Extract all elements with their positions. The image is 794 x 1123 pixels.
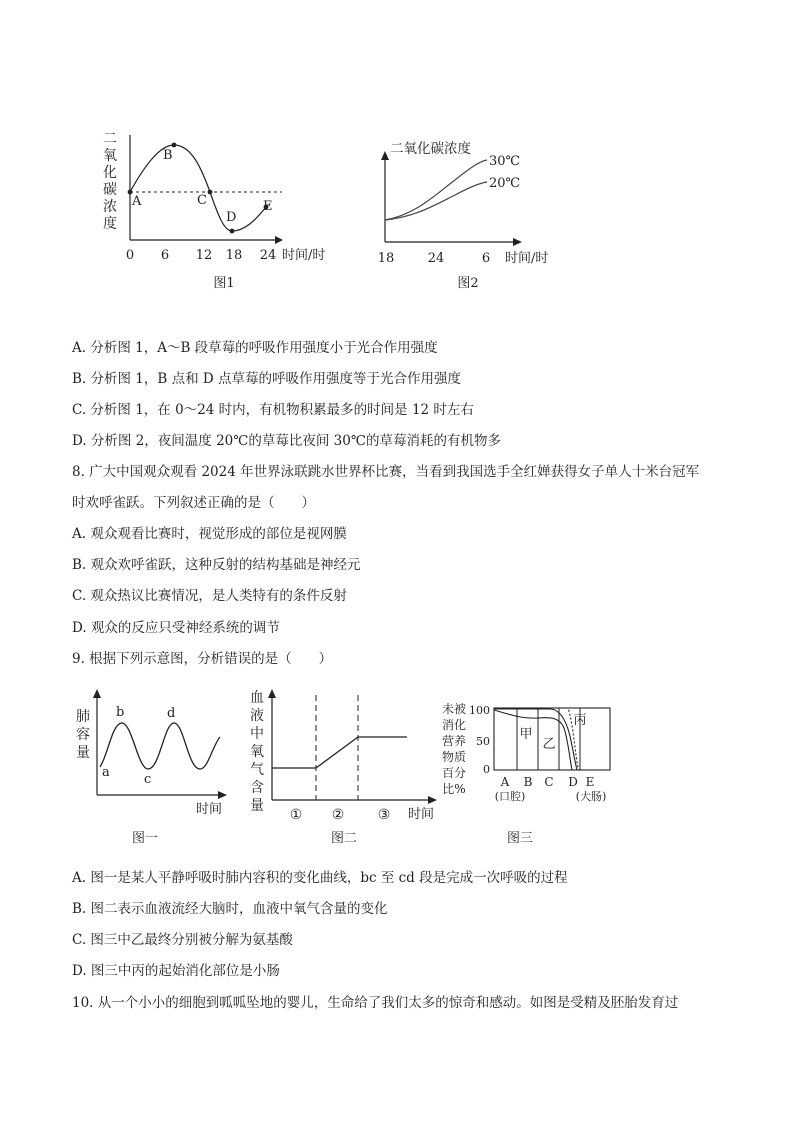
q9-fig3-x-sub-left: (口腔) [494,790,526,803]
q9-fig2-curve [272,737,407,768]
q10-stem: 10. 从一个小小的细胞到呱呱坠地的婴儿，生命给了我们太多的惊奇和感动。如图是受精及胚胎发育过 [72,995,679,1011]
q9-figure-2 [242,685,447,850]
q9-fig3-ylabel-line: 比% [442,782,466,796]
fig1-point-c [208,190,213,195]
q9-fig1-ylabel-char: 肺 [76,709,90,725]
q9-fig2-y-arrow [268,689,276,698]
q8-option-a: A. 观众观看比赛时，视觉形成的部位是视网膜 [72,526,347,542]
q9-fig1-ylabel-char: 量 [76,745,90,761]
fig1-label-a: A [132,194,142,209]
q9-fig3-ylabel-line: 消化 [441,718,467,732]
q9-figure-3 [440,700,620,850]
fig2-ylabel: 二氧化碳浓度 [390,141,471,157]
q9-fig3-ylabel-line: 百分 [441,766,467,780]
q9-fig2-segment-3: ③ [377,807,391,823]
fig1-caption: 图1 [213,276,235,291]
fig2-x-arrow [513,238,522,246]
fig1-label-b: B [163,148,173,163]
q8-option-d: D. 观众的反应只受神经系统的调节 [72,620,280,636]
fig1-ylabel-char: 二 [103,131,117,147]
q9-fig2-ylabel-char: 液 [250,708,264,724]
q9-fig3-x-tick: B [523,775,533,789]
fig1-ylabel-char: 碳 [103,182,117,198]
fig1-point-b [172,143,177,148]
fig1-ylabel-char: 度 [103,216,117,232]
fig1-x-arrow [275,236,283,244]
q9-fig2-segment-1: ① [289,807,303,823]
q9-option-d: D. 图三中丙的起始消化部位是小肠 [72,963,280,979]
fig1-ylabel-char: 氧 [103,148,117,164]
q9-fig1-x-arrow [218,791,227,799]
fig2-x-tick: 6 [481,251,491,266]
figure-1 [100,125,350,295]
q9-fig2-ylabel-char: 中 [250,726,264,742]
fig1-x-tick: 18 [225,248,243,263]
q9-fig3-label-jia: 甲 [519,727,533,742]
q9-figure-1 [70,685,235,850]
fig1-ylabel-char: 浓 [103,199,117,215]
fig2-curve-30-label: 30℃ [489,154,521,169]
q9-fig3-y-tick: 0 [483,763,490,776]
q9-option-c: C. 图三中乙最终分别被分解为氨基酸 [72,932,293,948]
q9-fig3-y-tick: 50 [476,735,490,748]
fig1-label-e: E [263,199,273,214]
q9-fig3-ylabel-line: 物质 [441,750,467,764]
q9-fig2-ylabel-char: 血 [250,690,264,706]
q9-fig3-label-yi: 乙 [542,737,556,752]
q9-fig1-x-label: 时间 [196,802,223,817]
fig2-caption: 图2 [457,276,479,291]
q8-stem-line-1: 8. 广大中国观众观看 2024 年世界泳联跳水世界杯比赛，当看到我国选手全红婵获得女子单人十米台冠军 [72,464,700,480]
q9-fig1-ylabel-char: 容 [76,727,90,743]
q8-option-c: C. 观众热议比赛情况，是人类特有的条件反射 [72,588,347,604]
q9-fig2-ylabel-char: 含 [250,780,264,796]
q9-stem: 9. 根据下列示意图，分析错误的是（ ） [72,651,333,667]
q9-option-a: A. 图一是某人平静呼吸时肺内容积的变化曲线，bc 至 cd 段是完成一次呼吸的过程 [72,870,568,886]
q9-fig2-x-label: 时间 [408,807,435,822]
q8-option-b: B. 观众欢呼雀跃，这种反射的结构基础是神经元 [72,557,361,573]
fig1-ylabel-char: 化 [103,165,117,181]
fig2-curve-30 [385,160,487,220]
fig1-label-c: C [197,193,207,208]
figure-2 [370,135,570,295]
q9-fig1-caption: 图一 [131,831,159,846]
q9-fig2-segment-2: ② [331,807,345,823]
q9-fig3-caption: 图三 [506,831,534,846]
q9-fig3-label-bing: 丙 [573,713,587,728]
q9-fig1-label-a: a [102,765,110,780]
q9-fig1-y-arrow [93,689,101,698]
fig1-x-tick: 6 [160,248,170,263]
q7-option-c: C. 分析图 1，在 0～24 时内，有机物积累最多的时间是 12 时左右 [72,402,474,418]
fig1-x-tick: 0 [125,248,135,263]
fig1-curve [130,145,266,231]
q9-option-b: B. 图二表示血液流经大脑时，血液中氧气含量的变化 [72,901,388,917]
q9-fig2-ylabel-char: 气 [250,762,264,778]
fig1-point-d [230,229,235,234]
q9-fig1-label-b: b [116,705,125,720]
fig2-x-label: 时间/时 [505,251,549,266]
fig1-x-tick: 12 [195,248,213,263]
q9-fig3-x-tick: A [500,775,510,789]
q9-fig2-caption: 图二 [330,831,358,846]
q9-fig2-ylabel-char: 氧 [250,744,264,760]
fig2-y-arrow [381,151,389,160]
fig1-ylabel [103,131,117,232]
q9-fig2-ylabel-char: 量 [250,798,264,814]
q9-fig3-ylabel-line: 未被 [441,702,467,716]
fig2-curve-20-label: 20℃ [489,176,521,191]
fig1-x-tick: 24 [259,248,277,263]
q9-fig2-x-arrow [428,796,437,804]
fig1-x-label: 时间/时 [282,248,326,263]
q8-stem-line-2: 时欢呼雀跃。下列叙述正确的是（ ） [72,495,315,511]
q9-fig3-y-tick: 100 [469,704,490,717]
q9-fig3-x-tick: C [544,775,554,789]
q9-fig1-curve [100,723,220,769]
q7-option-a: A. 分析图 1，A～B 段草莓的呼吸作用强度小于光合作用强度 [72,340,438,356]
q7-option-b: B. 分析图 1，B 点和 D 点草莓的呼吸作用强度等于光合作用强度 [72,371,462,387]
fig2-x-tick: 24 [427,251,445,266]
q9-fig1-label-d: d [167,706,176,721]
q9-fig1-label-c: c [144,772,152,787]
q7-option-d: D. 分析图 2，夜间温度 20℃的草莓比夜间 30℃的草莓消耗的有机物多 [72,433,501,449]
q9-fig3-x-sub-right: (大肠) [575,790,607,803]
fig2-curve-20 [385,182,487,220]
q9-fig3-curve-jia [494,710,572,770]
q9-fig3-x-tick: E [585,775,595,789]
fig1-label-d: D [226,210,237,225]
fig2-x-tick: 18 [377,251,395,266]
q9-fig3-ylabel-line: 营养 [441,734,467,748]
q9-fig3-x-tick: D [568,775,578,789]
